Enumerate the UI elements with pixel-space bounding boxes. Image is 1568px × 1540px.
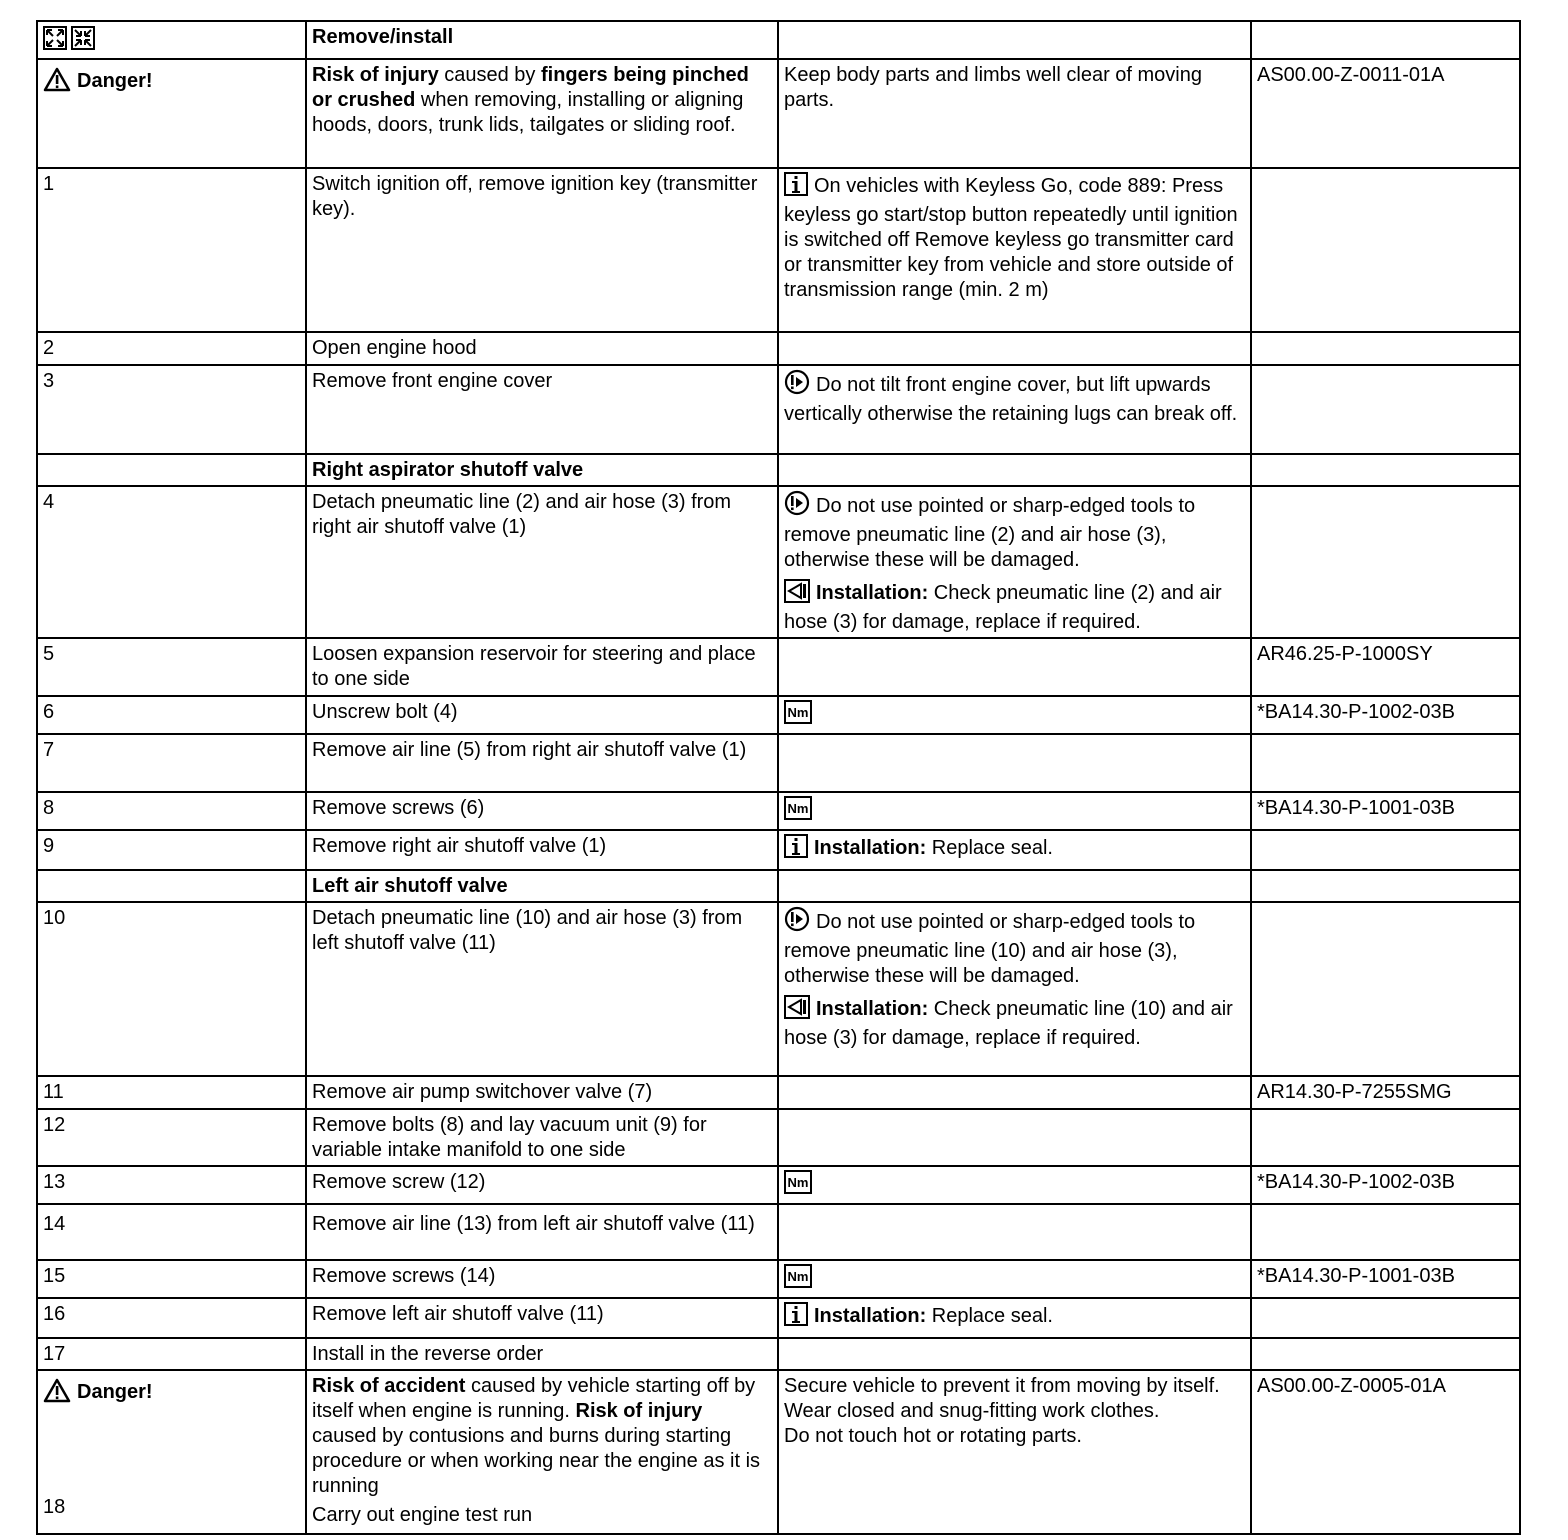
step-row (37, 332, 1520, 365)
danger-label-cell (37, 1370, 306, 1534)
step-text: Remove front engine cover (306, 365, 778, 454)
torque-nm-icon (784, 700, 812, 724)
step-text: Remove screws (14) (306, 1260, 778, 1298)
danger-row-2 (37, 1370, 1520, 1534)
svg-text:Nm: Nm (787, 1175, 809, 1190)
torque-nm-icon (784, 1170, 812, 1194)
step-number: 4 (37, 486, 306, 638)
section-row (37, 870, 1520, 902)
step-row (37, 168, 1520, 332)
step-text: Loosen expansion reservoir for steering and place to one side (306, 638, 778, 696)
step-notes: Do not use pointed or sharp-edged tools to remove pneumatic line (10) and air hose (3), otherwise these will be damaged. Installation: Check pneumatic line (10) and air hose (3) for damage, replace if required. (778, 902, 1251, 1076)
step-text: Remove screw (12) (306, 1166, 778, 1204)
step-reference: *BA14.30-P-1001-03B (1251, 792, 1520, 830)
step-row (37, 1260, 1520, 1298)
step-text: Detach pneumatic line (2) and air hose (3) from right air shutoff valve (1) (306, 486, 778, 638)
step-number: 11 (37, 1076, 306, 1109)
step-number: 5 (37, 638, 306, 696)
warning-triangle-icon (43, 67, 71, 92)
step-text: Carry out engine test run (312, 1504, 533, 1526)
step-row (37, 830, 1520, 870)
step-number: 1 (37, 168, 306, 332)
danger-label: Danger! (77, 70, 153, 92)
step-number: 3 (37, 365, 306, 454)
step-number: 10 (37, 902, 306, 1076)
step-number: 7 (37, 734, 306, 792)
step-reference: AR14.30-P-7255SMG (1251, 1076, 1520, 1109)
danger-label-cell (37, 59, 306, 168)
danger-ref: AS00.00-Z-0005-01A (1251, 1370, 1520, 1534)
step-number: 12 (37, 1109, 306, 1166)
header-title: Remove/install (306, 21, 778, 59)
step-row (37, 1076, 1520, 1109)
procedure-table (36, 20, 1521, 1535)
section-heading: Right aspirator shutoff valve (306, 454, 778, 486)
torque-nm-icon (784, 1264, 812, 1288)
step-number: 13 (37, 1166, 306, 1204)
step-number: 17 (37, 1338, 306, 1370)
work-procedure-sheet (36, 20, 1519, 1526)
step-notes: On vehicles with Keyless Go, code 889: Press keyless go start/stop button repeatedly until ignition is switched off Remove keyless go transmitter card or transmitter key from vehicle and store outside of transmission range (min. 2 m) (778, 168, 1251, 332)
section-heading: Left air shutoff valve (306, 870, 778, 902)
step-number: 18 (43, 1496, 66, 1518)
step-reference: *BA14.30-P-1001-03B (1251, 1260, 1520, 1298)
step-row (37, 1109, 1520, 1166)
step-row (37, 1298, 1520, 1338)
danger-ref: AS00.00-Z-0011-01A (1251, 59, 1520, 168)
step-text: Install in the reverse order (306, 1338, 778, 1370)
danger-text-cell: Risk of accident caused by vehicle starting off by itself when engine is running. Risk of injury caused by contusions and burns during starting procedure or when working near the engine as it is running Carry out engine test run (306, 1370, 778, 1534)
step-notes: Do not use pointed or sharp-edged tools to remove pneumatic line (2) and air hose (3), otherwise these will be damaged. Installation: Check pneumatic line (2) and air hose (3) for damage, replace if required. (778, 486, 1251, 638)
step-notes: Installation: Replace seal. (778, 830, 1251, 870)
step-number: 8 (37, 792, 306, 830)
step-notes: Do not tilt front engine cover, but lift upwards vertically otherwise the retaining lugs can break off. (778, 365, 1251, 454)
step-row (37, 1204, 1520, 1260)
info-icon (784, 172, 808, 203)
info-icon (784, 834, 808, 865)
danger-measure: Keep body parts and limbs well clear of moving parts. (778, 59, 1251, 168)
danger-text-cell: Risk of injury caused by fingers being pinched or crushed when removing, installing or aligning hoods, doors, trunk lids, tailgates or sliding roof. (306, 59, 778, 168)
step-number: 15 (37, 1260, 306, 1298)
section-row (37, 454, 1520, 486)
danger-label: Danger! (77, 1381, 153, 1403)
caution-icon (784, 490, 810, 523)
danger-row-1 (37, 59, 1520, 168)
step-text: Open engine hood (306, 332, 778, 365)
header-icons-cell (37, 21, 306, 59)
step-row (37, 734, 1520, 792)
warning-triangle-icon (43, 1378, 71, 1403)
step-text: Unscrew bolt (4) (306, 696, 778, 734)
svg-text:Nm: Nm (787, 801, 809, 816)
info-icon (784, 1302, 808, 1333)
step-row (37, 365, 1520, 454)
step-text: Remove left air shutoff valve (11) (306, 1298, 778, 1338)
step-row (37, 902, 1520, 1076)
header-row (37, 21, 1520, 59)
step-number: 6 (37, 696, 306, 734)
step-reference: AR46.25-P-1000SY (1251, 638, 1520, 696)
step-text: Switch ignition off, remove ignition key (transmitter key). (306, 168, 778, 332)
step-row (37, 486, 1520, 638)
step-number: 9 (37, 830, 306, 870)
step-row (37, 792, 1520, 830)
step-number: 2 (37, 332, 306, 365)
caution-icon (784, 369, 810, 402)
step-number: 16 (37, 1298, 306, 1338)
installation-icon (784, 579, 810, 610)
caution-icon (784, 906, 810, 939)
step-text: Remove air pump switchover valve (7) (306, 1076, 778, 1109)
step-text: Remove air line (13) from left air shutoff valve (11) (306, 1204, 778, 1260)
step-text: Remove bolts (8) and lay vacuum unit (9) for variable intake manifold to one side (306, 1109, 778, 1166)
expand-icon (43, 26, 67, 50)
step-notes: Installation: Replace seal. (778, 1298, 1251, 1338)
step-reference: *BA14.30-P-1002-03B (1251, 1166, 1520, 1204)
svg-text:Nm: Nm (787, 1269, 809, 1284)
step-row (37, 638, 1520, 696)
installation-icon (784, 995, 810, 1026)
step-row (37, 1338, 1520, 1370)
torque-nm-icon (784, 796, 812, 820)
step-row (37, 1166, 1520, 1204)
step-row (37, 696, 1520, 734)
danger-measures: Secure vehicle to prevent it from moving by itself. Wear closed and snug-fitting work clothes. Do not touch hot or rotating parts. (778, 1370, 1251, 1534)
step-text: Remove screws (6) (306, 792, 778, 830)
step-text: Detach pneumatic line (10) and air hose (3) from left shutoff valve (11) (306, 902, 778, 1076)
step-text: Remove right air shutoff valve (1) (306, 830, 778, 870)
svg-text:Nm: Nm (787, 705, 809, 720)
step-text: Remove air line (5) from right air shutoff valve (1) (306, 734, 778, 792)
collapse-icon (71, 26, 95, 50)
step-reference: *BA14.30-P-1002-03B (1251, 696, 1520, 734)
step-number: 14 (37, 1204, 306, 1260)
